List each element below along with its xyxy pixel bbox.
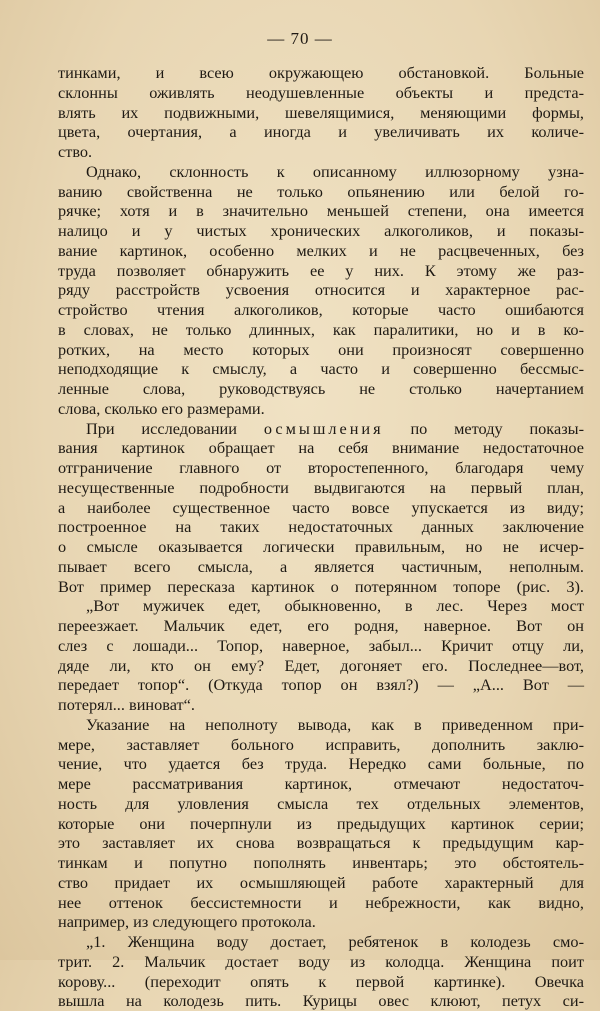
text-line: ство. xyxy=(58,142,93,161)
text-line: ванию свойственна не только опьянению или белой го- xyxy=(58,181,584,201)
text-line: ство придает их осмышляющей работе характерный для xyxy=(58,872,584,892)
text-line: ротких, на место которых они произносят совершенно xyxy=(58,339,584,359)
text-line: вания картинок обращает на себя внимание недостаточное xyxy=(58,438,584,458)
text-line: например, из следующего протокола. xyxy=(58,912,316,932)
text-line: потерял... виноват“. xyxy=(58,695,195,714)
text-line xyxy=(58,419,584,439)
text-line: влять их подвижными, шевелящимися, меняющими формы, xyxy=(58,102,584,122)
text-line: склонны оживлять неодушевленные объекты и предста- xyxy=(58,82,584,102)
body-text xyxy=(58,63,584,1011)
text-line: а наиболее существенное часто вовсе упускается из виду; xyxy=(58,497,584,517)
text-line: неподходящие к смыслу, а часто и совершенно бессмыс- xyxy=(58,359,584,379)
text-line: „1. Женщина воду достает, ребятенок в колодезь смо- xyxy=(86,932,584,951)
text-line: слез с лошади... Топор, наверное, забыл... Кричит отцу ли, xyxy=(58,635,584,655)
text-line: которые они почерпнули из предыдущих картинок серии; xyxy=(58,813,584,833)
page-number: — 70 — xyxy=(267,29,333,48)
text-line: тинками, и всею окружающею обстановкой. Больные xyxy=(58,63,584,82)
text-line: мере, заставляет больного исправить, дополнить заклю- xyxy=(58,734,584,754)
emphasized-word: осмышления xyxy=(263,418,384,438)
text-line: вание картинок, особенно мелких и не расцвеченных, без xyxy=(58,240,584,260)
text-line: ряду расстройств усвоения относится и характерное рас- xyxy=(58,280,584,300)
text-line: отграничение главного от второстепенного, благодаря чему xyxy=(58,458,584,477)
text-line: чение, что удается без труда. Нередко сами больные, по xyxy=(58,754,584,774)
text-line: слова, сколько его размерами. xyxy=(58,398,265,418)
text-line-part: по методу показы- xyxy=(383,418,584,438)
text-line: рячке; хотя и в значительно меньшей степени, она имеется xyxy=(58,201,584,221)
text-line: трит. 2. Мальчик достает воду из колодца. Женщина поит xyxy=(58,951,584,971)
text-line: Однако, склонность к описанному иллюзорному узна- xyxy=(86,161,584,181)
text-line: дяде ли, кто он ему? Едет, догоняет его. Последнее—вот, xyxy=(58,655,584,675)
text-line: нее оттенок бессистемности и небрежности, как видно, xyxy=(58,892,584,912)
text-line: вышла на колодезь пить. Курицы овес клюют, петух си- xyxy=(58,991,584,1011)
text-line: ленные слова, руководствуясь не столько начертанием xyxy=(58,379,584,398)
text-line: о смысле оказывается логически правильным, но не исчер- xyxy=(58,537,584,556)
text-line: цвета, очертания, а иногда и увеличивать их количе- xyxy=(58,122,584,142)
text-line: в словах, не только длинных, как паралитики, но и в ко- xyxy=(58,319,584,339)
text-line: это заставляет их снова возвращаться к предыдущим кар- xyxy=(58,833,584,853)
text-line: ность для уловления смысла тех отдельных элементов, xyxy=(58,793,584,813)
text-line-part: При исследовании xyxy=(86,418,264,438)
text-line: стройство чтения алкоголиков, которые часто ошибаются xyxy=(58,300,584,319)
text-line: труда позволяет обнаружить ее у них. К этому же раз- xyxy=(58,260,584,280)
text-line: передает топор“. (Откуда топор он взял?) — „А... Вот — xyxy=(58,675,584,695)
text-line: пывает всего смысла, а является частичным, неполным. xyxy=(58,556,584,576)
text-line: Вот пример пересказа картинок о потерянном топоре (рис. 3). xyxy=(58,576,584,596)
text-line: налицо и у чистых хронических алкоголиков, и показы- xyxy=(58,221,584,240)
text-line: Указание на неполноту вывода, как в приведенном при- xyxy=(86,714,584,734)
text-line: несущественные подробности выдвигаются на первый план, xyxy=(58,477,584,497)
text-line: переезжает. Мальчик едет, его родня, наверное. Вот он xyxy=(58,616,584,635)
text-line: построенное на таких недостаточных данных заключение xyxy=(58,517,584,537)
text-line: корову... (переходит опять к первой картинке). Овечка xyxy=(58,971,584,991)
text-line: тинкам и попутно пополнять инвентарь; это обстоятель- xyxy=(58,853,584,872)
text-line: мере рассматривания картинок, отмечают недостаточ- xyxy=(58,774,584,793)
text-line: „Вот мужичек едет, обыкновенно, в лес. Через мост xyxy=(86,596,584,616)
